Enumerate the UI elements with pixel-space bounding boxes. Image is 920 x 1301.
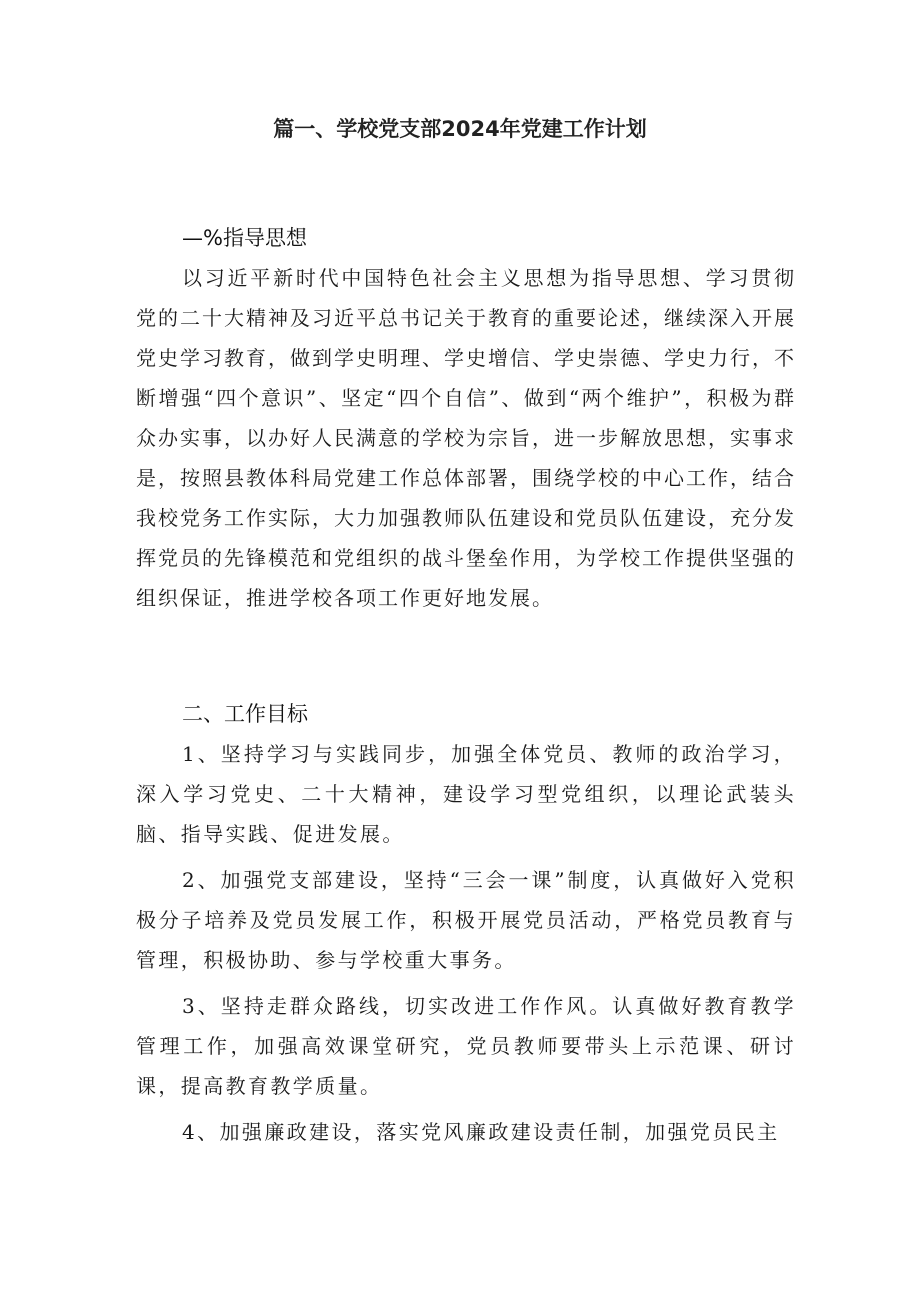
goal-item-4: 4、加强廉政建设，落实党风廉政建设责任制，加强党员民主 (182, 1120, 780, 1144)
goal-item-2: 2、加强党支部建设，坚持“三会一课”制度，认真做好入党积极分子培养及党员发展工作，积极开展党员活动，严格党员教育与管理，积极协助、参与学校重大事务。 (136, 868, 796, 972)
section-work-goals (136, 694, 796, 1152)
goal-item-3: 3、坚持走群众路线，切实改进工作作风。认真做好教育教学管理工作，加强高效课堂研究，党员教师要带头上示范课、研讨课，提高教育教学质量。 (136, 994, 796, 1098)
section-heading-work-goals: 二、工作目标 (182, 702, 308, 726)
goal-item-1: 1、坚持学习与实践同步，加强全体党员、教师的政治学习，深入学习党史、二十大精神，建设学习型党组织，以理论武装头脑、指导实践、促进发展。 (136, 742, 796, 846)
section-guiding-ideology (136, 218, 796, 618)
guiding-ideology-paragraph: 以习近平新时代中国特色社会主义思想为指导思想、学习贯彻党的二十大精神及习近平总书记关于教育的重要论述，继续深入开展党史学习教育，做到学史明理、学史增信、学史崇德、学史力行，不断增强“四个意识”、坚定“四个自信”、做到“两个维护”，积极为群众办实事，以办好人民满意的学校为宗旨，进一步解放思想，实事求是，按照县教体科局党建工作总体部署，围绕学校的中心工作，结合我校党务工作实际，大力加强教师队伍建设和党员队伍建设，充分发挥党员的先锋模范和党组织的战斗堡垒作用，为学校工作提供坚强的组织保证，推进学校各项工作更好地发展。 (136, 266, 796, 610)
document-title: 篇一、学校党支部2024年党建工作计划 (273, 117, 647, 141)
section-heading-guiding-ideology: —%指导思想 (182, 226, 307, 250)
